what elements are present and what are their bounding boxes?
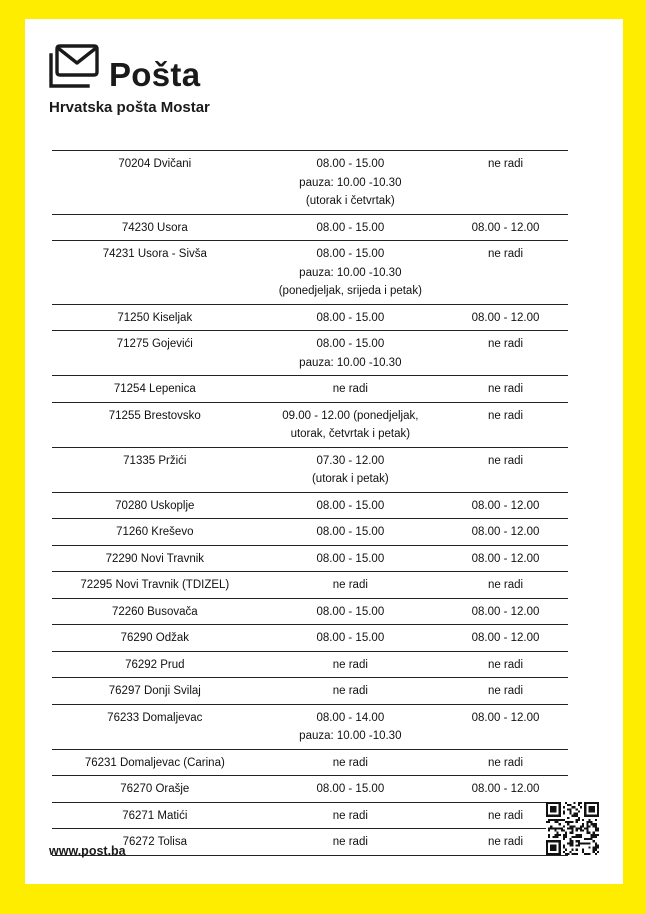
weekday-hours-line: ne radi xyxy=(332,383,368,395)
weekday-hours-line: 08.00 - 15.00 xyxy=(316,783,385,795)
weekday-hours-cell xyxy=(258,572,443,599)
weekday-hours-cell xyxy=(258,402,443,447)
office-cell: 71254 Lepenica xyxy=(52,376,258,403)
weekday-hours-line: 08.00 - 15.00 xyxy=(316,158,385,170)
weekday-hours-cell xyxy=(258,447,443,492)
saturday-hours-cell: 08.00 - 12.00 xyxy=(443,492,568,519)
weekday-hours-line: 08.00 - 15.00 xyxy=(316,221,385,234)
table-row xyxy=(52,304,568,331)
brand-header xyxy=(49,42,349,122)
saturday-hours-cell: 08.00 - 12.00 xyxy=(443,704,568,749)
table-row xyxy=(52,802,568,829)
table-row xyxy=(52,241,568,305)
saturday-hours-cell: ne radi xyxy=(443,151,568,215)
weekday-hours-line: pauza: 10.00 -10.30 xyxy=(299,356,402,369)
table-row xyxy=(52,625,568,652)
weekday-hours-line: pauza: 10.00 -10.30 xyxy=(299,176,402,189)
weekday-hours-line: 08.00 - 14.00 xyxy=(316,711,385,724)
saturday-hours-cell: 08.00 - 12.00 xyxy=(443,625,568,652)
saturday-hours-cell: ne radi xyxy=(443,802,568,829)
weekday-hours-cell xyxy=(258,214,443,241)
office-cell: 74230 Usora xyxy=(52,214,258,241)
weekday-hours-cell xyxy=(258,519,443,546)
weekday-hours-cell xyxy=(258,598,443,625)
office-cell: 71255 Brestovsko xyxy=(52,402,258,447)
weekday-hours-cell xyxy=(258,376,443,403)
office-cell: 72260 Busovača xyxy=(52,598,258,625)
envelope-icon xyxy=(49,42,99,90)
office-cell: 71335 Pržići xyxy=(52,447,258,492)
table-row xyxy=(52,545,568,572)
table-row xyxy=(52,376,568,403)
table-row xyxy=(52,598,568,625)
saturday-hours-cell: 08.00 - 12.00 xyxy=(443,519,568,546)
office-cell: 76292 Prud xyxy=(52,651,258,678)
saturday-hours-cell: ne radi xyxy=(443,376,568,403)
office-cell: 76271 Matići xyxy=(52,802,258,829)
office-cell: 71250 Kiseljak xyxy=(52,304,258,331)
table-row xyxy=(52,447,568,492)
weekday-hours-line: (ponedjeljak, srijeda i petak) xyxy=(278,285,422,297)
saturday-hours-cell: ne radi xyxy=(443,749,568,776)
table-row xyxy=(52,214,568,241)
weekday-hours-line: 08.00 - 15.00 xyxy=(316,311,385,324)
saturday-hours-cell: 08.00 - 12.00 xyxy=(443,545,568,572)
saturday-hours-cell: ne radi xyxy=(443,331,568,376)
saturday-hours-cell: ne radi xyxy=(443,402,568,447)
office-cell: 76297 Donji Svilaj xyxy=(52,678,258,705)
weekday-hours-line: ne radi xyxy=(332,809,368,822)
weekday-hours-cell xyxy=(258,331,443,376)
weekday-hours-line: 08.00 - 15.00 xyxy=(316,499,385,512)
weekday-hours-line: 08.00 - 15.00 xyxy=(316,248,385,260)
weekday-hours-line: 07.30 - 12.00 xyxy=(316,454,385,467)
table-row xyxy=(52,704,568,749)
office-cell: 72290 Novi Travnik xyxy=(52,545,258,572)
schedule-table-wrap xyxy=(52,150,568,856)
office-cell: 72295 Novi Travnik (TDIZEL) xyxy=(52,572,258,599)
table-row xyxy=(52,651,568,678)
office-cell: 76233 Domaljevac xyxy=(52,704,258,749)
weekday-hours-line: ne radi xyxy=(332,756,368,769)
weekday-hours-line: 08.00 - 15.00 xyxy=(316,526,385,538)
saturday-hours-cell: 08.00 - 12.00 xyxy=(443,214,568,241)
weekday-hours-line: 08.00 - 15.00 xyxy=(316,632,385,644)
saturday-hours-cell: 08.00 - 12.00 xyxy=(443,304,568,331)
weekday-hours-cell xyxy=(258,492,443,519)
weekday-hours-line: 08.00 - 15.00 xyxy=(316,338,385,350)
weekday-hours-cell xyxy=(258,749,443,776)
weekday-hours-cell xyxy=(258,651,443,678)
weekday-hours-cell xyxy=(258,151,443,215)
saturday-hours-cell: ne radi xyxy=(443,829,568,856)
table-row xyxy=(52,678,568,705)
weekday-hours-cell xyxy=(258,829,443,856)
table-row xyxy=(52,829,568,856)
page-sheet xyxy=(25,19,623,884)
office-cell: 70280 Uskoplje xyxy=(52,492,258,519)
office-cell: 76290 Odžak xyxy=(52,625,258,652)
weekday-hours-line: 08.00 - 15.00 xyxy=(316,552,385,565)
office-cell: 71260 Kreševo xyxy=(52,519,258,546)
office-cell: 76270 Orašje xyxy=(52,776,258,803)
weekday-hours-line: (utorak i petak) xyxy=(311,473,389,485)
table-row xyxy=(52,331,568,376)
office-cell: 74231 Usora - Sivša xyxy=(52,241,258,305)
weekday-hours-line: ne radi xyxy=(332,685,368,697)
table-row xyxy=(52,151,568,215)
saturday-hours-cell: ne radi xyxy=(443,241,568,305)
weekday-hours-cell xyxy=(258,625,443,652)
weekday-hours-cell xyxy=(258,776,443,803)
table-row xyxy=(52,402,568,447)
saturday-hours-cell: ne radi xyxy=(443,447,568,492)
qr-code-icon xyxy=(546,802,599,855)
weekday-hours-cell xyxy=(258,802,443,829)
saturday-hours-cell: 08.00 - 12.00 xyxy=(443,598,568,625)
brand-name: Pošta xyxy=(109,56,201,93)
office-cell: 71275 Gojevići xyxy=(52,331,258,376)
weekday-hours-line: pauza: 10.00 -10.30 xyxy=(299,266,402,279)
weekday-hours-line: (utorak i četvrtak) xyxy=(305,195,395,207)
saturday-hours-cell: ne radi xyxy=(443,678,568,705)
table-row xyxy=(52,776,568,803)
table-row xyxy=(52,492,568,519)
weekday-hours-cell xyxy=(258,545,443,572)
weekday-hours-line: pauza: 10.00 -10.30 xyxy=(299,730,402,742)
weekday-hours-line: ne radi xyxy=(332,579,368,591)
weekday-hours-line: ne radi xyxy=(332,658,368,671)
schedule-body xyxy=(52,151,568,856)
table-row xyxy=(52,572,568,599)
table-row xyxy=(52,519,568,546)
weekday-hours-line: 08.00 - 15.00 xyxy=(316,605,385,618)
schedule-table xyxy=(52,150,568,856)
office-cell: 76272 Tolisa xyxy=(52,829,258,856)
weekday-hours-cell xyxy=(258,304,443,331)
footer-url[interactable]: www.post.ba xyxy=(49,844,126,858)
weekday-hours-cell xyxy=(258,704,443,749)
saturday-hours-cell: 08.00 - 12.00 xyxy=(443,776,568,803)
table-row xyxy=(52,749,568,776)
saturday-hours-cell: ne radi xyxy=(443,651,568,678)
weekday-hours-cell xyxy=(258,678,443,705)
weekday-hours-line: 09.00 - 12.00 (ponedjeljak, xyxy=(282,409,419,422)
weekday-hours-line: utorak, četvrtak i petak) xyxy=(290,428,411,440)
weekday-hours-cell xyxy=(258,241,443,305)
saturday-hours-cell: ne radi xyxy=(443,572,568,599)
office-cell: 70204 Dvičani xyxy=(52,151,258,215)
office-cell: 76231 Domaljevac (Carina) xyxy=(52,749,258,776)
weekday-hours-line: ne radi xyxy=(332,836,368,848)
brand-subtitle: Hrvatska pošta Mostar xyxy=(49,99,210,116)
